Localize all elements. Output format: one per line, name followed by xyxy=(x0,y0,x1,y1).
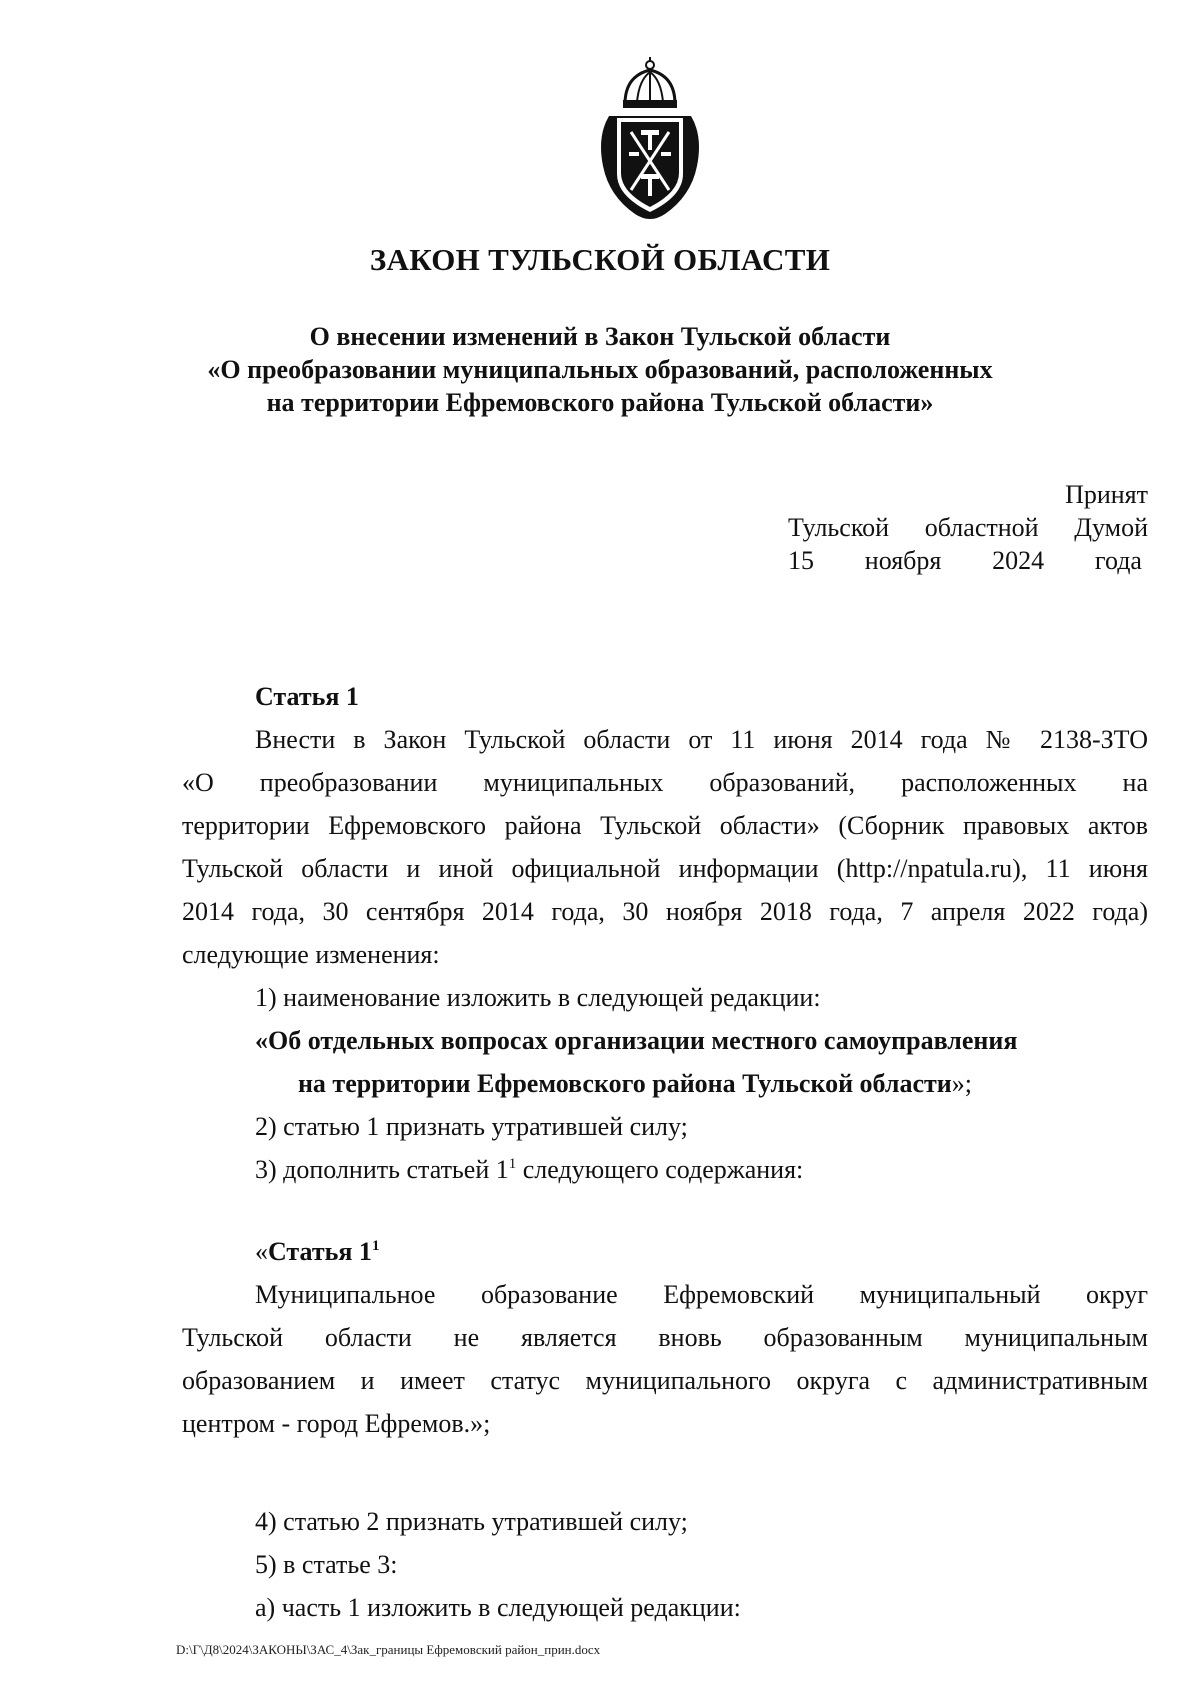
accepted-by-word: областной xyxy=(924,513,1039,542)
item-2: 2) статью 1 признать утратившей силу; xyxy=(255,1112,688,1141)
subtitle-line: «О преобразовании муниципальных образований, расположенных xyxy=(207,355,993,384)
item-3-text: 3) дополнить статьей 1 xyxy=(255,1155,509,1184)
accepted-date xyxy=(788,544,1148,577)
subtitle-line: О внесении изменений в Закон Тульской области xyxy=(309,322,891,351)
subtitle-line: на территории Ефремовского района Тульской области» xyxy=(266,388,934,417)
item-3-text-tail: следующего содержания: xyxy=(516,1155,804,1184)
item-5: 5) в статье 3: xyxy=(255,1550,398,1579)
article-1-text-line: территории Ефремовского района Тульской области» (Сборник правовых актов xyxy=(182,811,1148,840)
new-name-line: «Об отдельных вопросах организации местного самоуправления xyxy=(255,1026,1018,1055)
date-month: ноября xyxy=(864,546,942,575)
article-1-1-text-line: Муниципальное образование Ефремовский муниципальный округ xyxy=(255,1280,1148,1309)
law-body xyxy=(182,675,1148,1629)
accepted-label: Принят xyxy=(1065,480,1148,509)
article-1-text-line: Внести в Закон Тульской области от 11 июня 2014 года № 2138-ЗТО xyxy=(255,725,1148,754)
file-path-footer: D:\Г\Д8\2024\ЗАКОНЫ\ЗАС_4\Зак_границы Ефремовский район_прин.docx xyxy=(176,1642,601,1657)
heading-sup: 1 xyxy=(371,1238,380,1254)
article-1-1-text-line: образованием и имеет статус муниципального округа с административным xyxy=(182,1366,1148,1395)
heading-text: Статья 1 xyxy=(268,1237,372,1266)
article-1-heading: Статья 1 xyxy=(255,682,359,711)
article-1-1-text-line: Тульской области не является вновь образованным муниципальным xyxy=(182,1323,1148,1352)
new-name-line xyxy=(182,1062,1148,1105)
article-1-1-heading xyxy=(182,1230,1148,1273)
article-1-text-line: следующие изменения: xyxy=(182,940,440,969)
tula-coat-of-arms-icon xyxy=(595,56,705,226)
law-title: ЗАКОН ТУЛЬСКОЙ ОБЛАСТИ xyxy=(369,242,831,277)
heading-quote: « xyxy=(255,1237,268,1266)
new-name-text: на территории Ефремовского района Тульской области xyxy=(297,1069,952,1098)
article-1-1-text-line: центром - город Ефремов.»; xyxy=(182,1409,491,1438)
article-1-text-line: Тульской области и иной официальной информации (http://npatula.ru), 11 июня xyxy=(182,854,1148,883)
item-3 xyxy=(182,1148,1148,1191)
law-subtitle xyxy=(0,320,1200,419)
article-1-text-line: 2014 года, 30 сентября 2014 года, 30 ноября 2018 года, 7 апреля 2022 года) xyxy=(182,897,1148,926)
accepted-by-word: Думой xyxy=(1074,513,1148,542)
accepted-by-word: Тульской xyxy=(788,513,890,542)
article-1-text-line: «О преобразовании муниципальных образований, расположенных на xyxy=(182,768,1148,797)
item-5a: а) часть 1 изложить в следующей редакции: xyxy=(255,1593,741,1622)
accepted-block xyxy=(788,478,1148,577)
item-4: 4) статью 2 признать утратившей силу; xyxy=(255,1507,688,1536)
item-1: 1) наименование изложить в следующей редакции: xyxy=(255,983,821,1012)
accepted-by xyxy=(788,511,1148,544)
date-word: года xyxy=(1094,546,1142,575)
crown-icon xyxy=(623,57,677,108)
date-day: 15 xyxy=(788,546,814,575)
date-year: 2024 xyxy=(992,546,1045,575)
new-name-tail: »; xyxy=(951,1069,973,1098)
item-3-sup: 1 xyxy=(508,1156,517,1172)
